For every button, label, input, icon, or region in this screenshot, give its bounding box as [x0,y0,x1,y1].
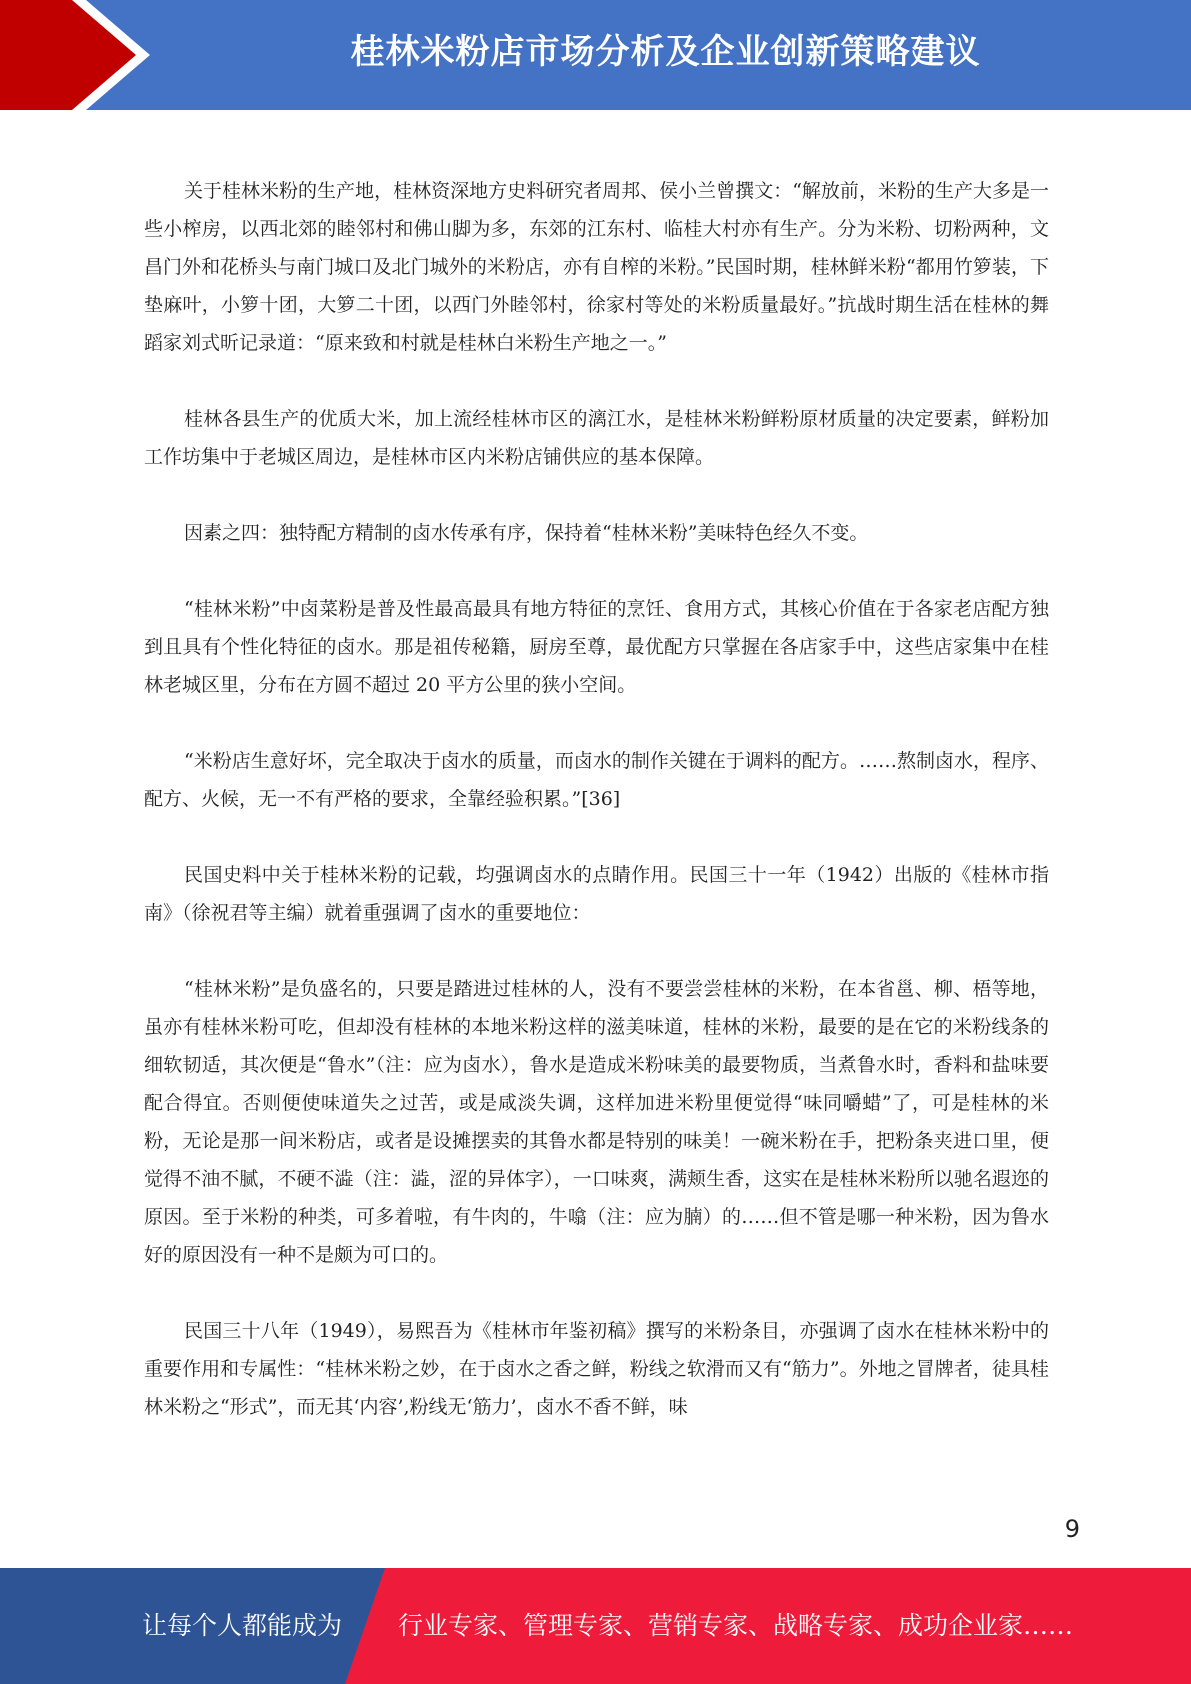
page-header [0,0,1191,110]
header-arrow-icon [0,0,160,110]
paragraph-yearbook-1949: 民国三十八年（1949），易熙吾为《桂林市年鉴初稿》撰写的米粉条目，亦强调了卤水在桂林米粉中的重要作用和专属性：“桂林米粉之妙，在于卤水之香之鲜，粉线之软滑而又有“筋力”。外地之冒牌者，徒具桂林米粉之“形式”，而无其‘内容’,粉线无‘筋力’，卤水不香不鲜，味 [144,1320,1049,1418]
footer-slogan-right: 行业专家、管理专家、营销专家、战略专家、成功企业家…… [398,1611,1074,1640]
page-footer [0,1568,1191,1684]
page-number: 9 [1064,1515,1080,1543]
article-body [144,172,1049,1464]
paragraph-production-origin: 关于桂林米粉的生产地，桂林资深地方史料研究者周邦、侯小兰曾撰文：“解放前，米粉的生产大多是一些小榨房，以西北郊的睦邻村和佛山脚为多，东郊的江东村、临桂大村亦有生产。分为米粉、切粉两种，文昌门外和花桥头与南门城口及北门城外的米粉店，亦有自榨的米粉。”民国时期，桂林鲜米粉“都用竹箩装，下垫麻叶，小箩十团，大箩二十团，以西门外睦邻村，徐家村等处的米粉质量最好。”抗战时期生活在桂林的舞蹈家刘式昕记录道：“原来致和村就是桂林白米粉生产地之一。” [144,180,1049,354]
paragraph-guide-quote: “桂林米粉”是负盛名的，只要是踏进过桂林的人，没有不要尝尝桂林的米粉，在本省邕、柳、梧等地，虽亦有桂林米粉可吃，但却没有桂林的本地米粉这样的滋美味道，桂林的米粉，最要的是在它的米粉线条的细软韧适，其次便是“鲁水”（注：应为卤水），鲁水是造成米粉味美的最要物质，当煮鲁水时，香料和盐味要配合得宜。否则便使味道失之过苦，或是咸淡失调，这样加进米粉里便觉得“味同嚼蜡”了，可是桂林的米粉，无论是那一间米粉店，或者是设摊摆卖的其鲁水都是特别的味美！一碗米粉在手，把粉条夹进口里，便觉得不油不腻，不硬不澁（注：澁，涩的异体字），一口味爽，满颊生香，这实在是桂林米粉所以驰名遐迩的原因。至于米粉的种类，可多着啦，有牛肉的，牛噏（注：应为腩）的……但不管是哪一种米粉，因为鲁水好的原因没有一种不是颇为可口的。 [144,978,1049,1266]
footer-slogan-left: 让每个人都能成为 [142,1611,343,1640]
paragraph-brine-quote: “米粉店生意好坏，完全取决于卤水的质量，而卤水的制作关键在于调料的配方。……熬制卤水，程序、配方、火候，无一不有严格的要求，全靠经验积累。”[36] [144,750,1049,810]
document-title: 桂林米粉店市场分析及企业创新策略建议 [350,32,981,72]
paragraph-factor-four: 因素之四：独特配方精制的卤水传承有序，保持着“桂林米粉”美味特色经久不变。 [184,522,869,544]
paragraph-brine-core-value: “桂林米粉”中卤菜粉是普及性最高最具有地方特征的烹饪、食用方式，其核心价值在于各家老店配方独到且具有个性化特征的卤水。那是祖传秘籍，厨房至尊，最优配方只掌握在各店家手中，这些店家集中在桂林老城区里，分布在方圆不超过 20 平方公里的狭小空间。 [144,598,1049,696]
paragraph-historical-records: 民国史料中关于桂林米粉的记载，均强调卤水的点睛作用。民国三十一年（1942）出版的《桂林市指南》（徐祝君等主编）就着重强调了卤水的重要地位： [144,864,1049,924]
paragraph-raw-materials: 桂林各县生产的优质大米，加上流经桂林市区的漓江水，是桂林米粉鲜粉原材质量的决定要素，鲜粉加工作坊集中于老城区周边，是桂林市区内米粉店铺供应的基本保障。 [144,408,1049,468]
